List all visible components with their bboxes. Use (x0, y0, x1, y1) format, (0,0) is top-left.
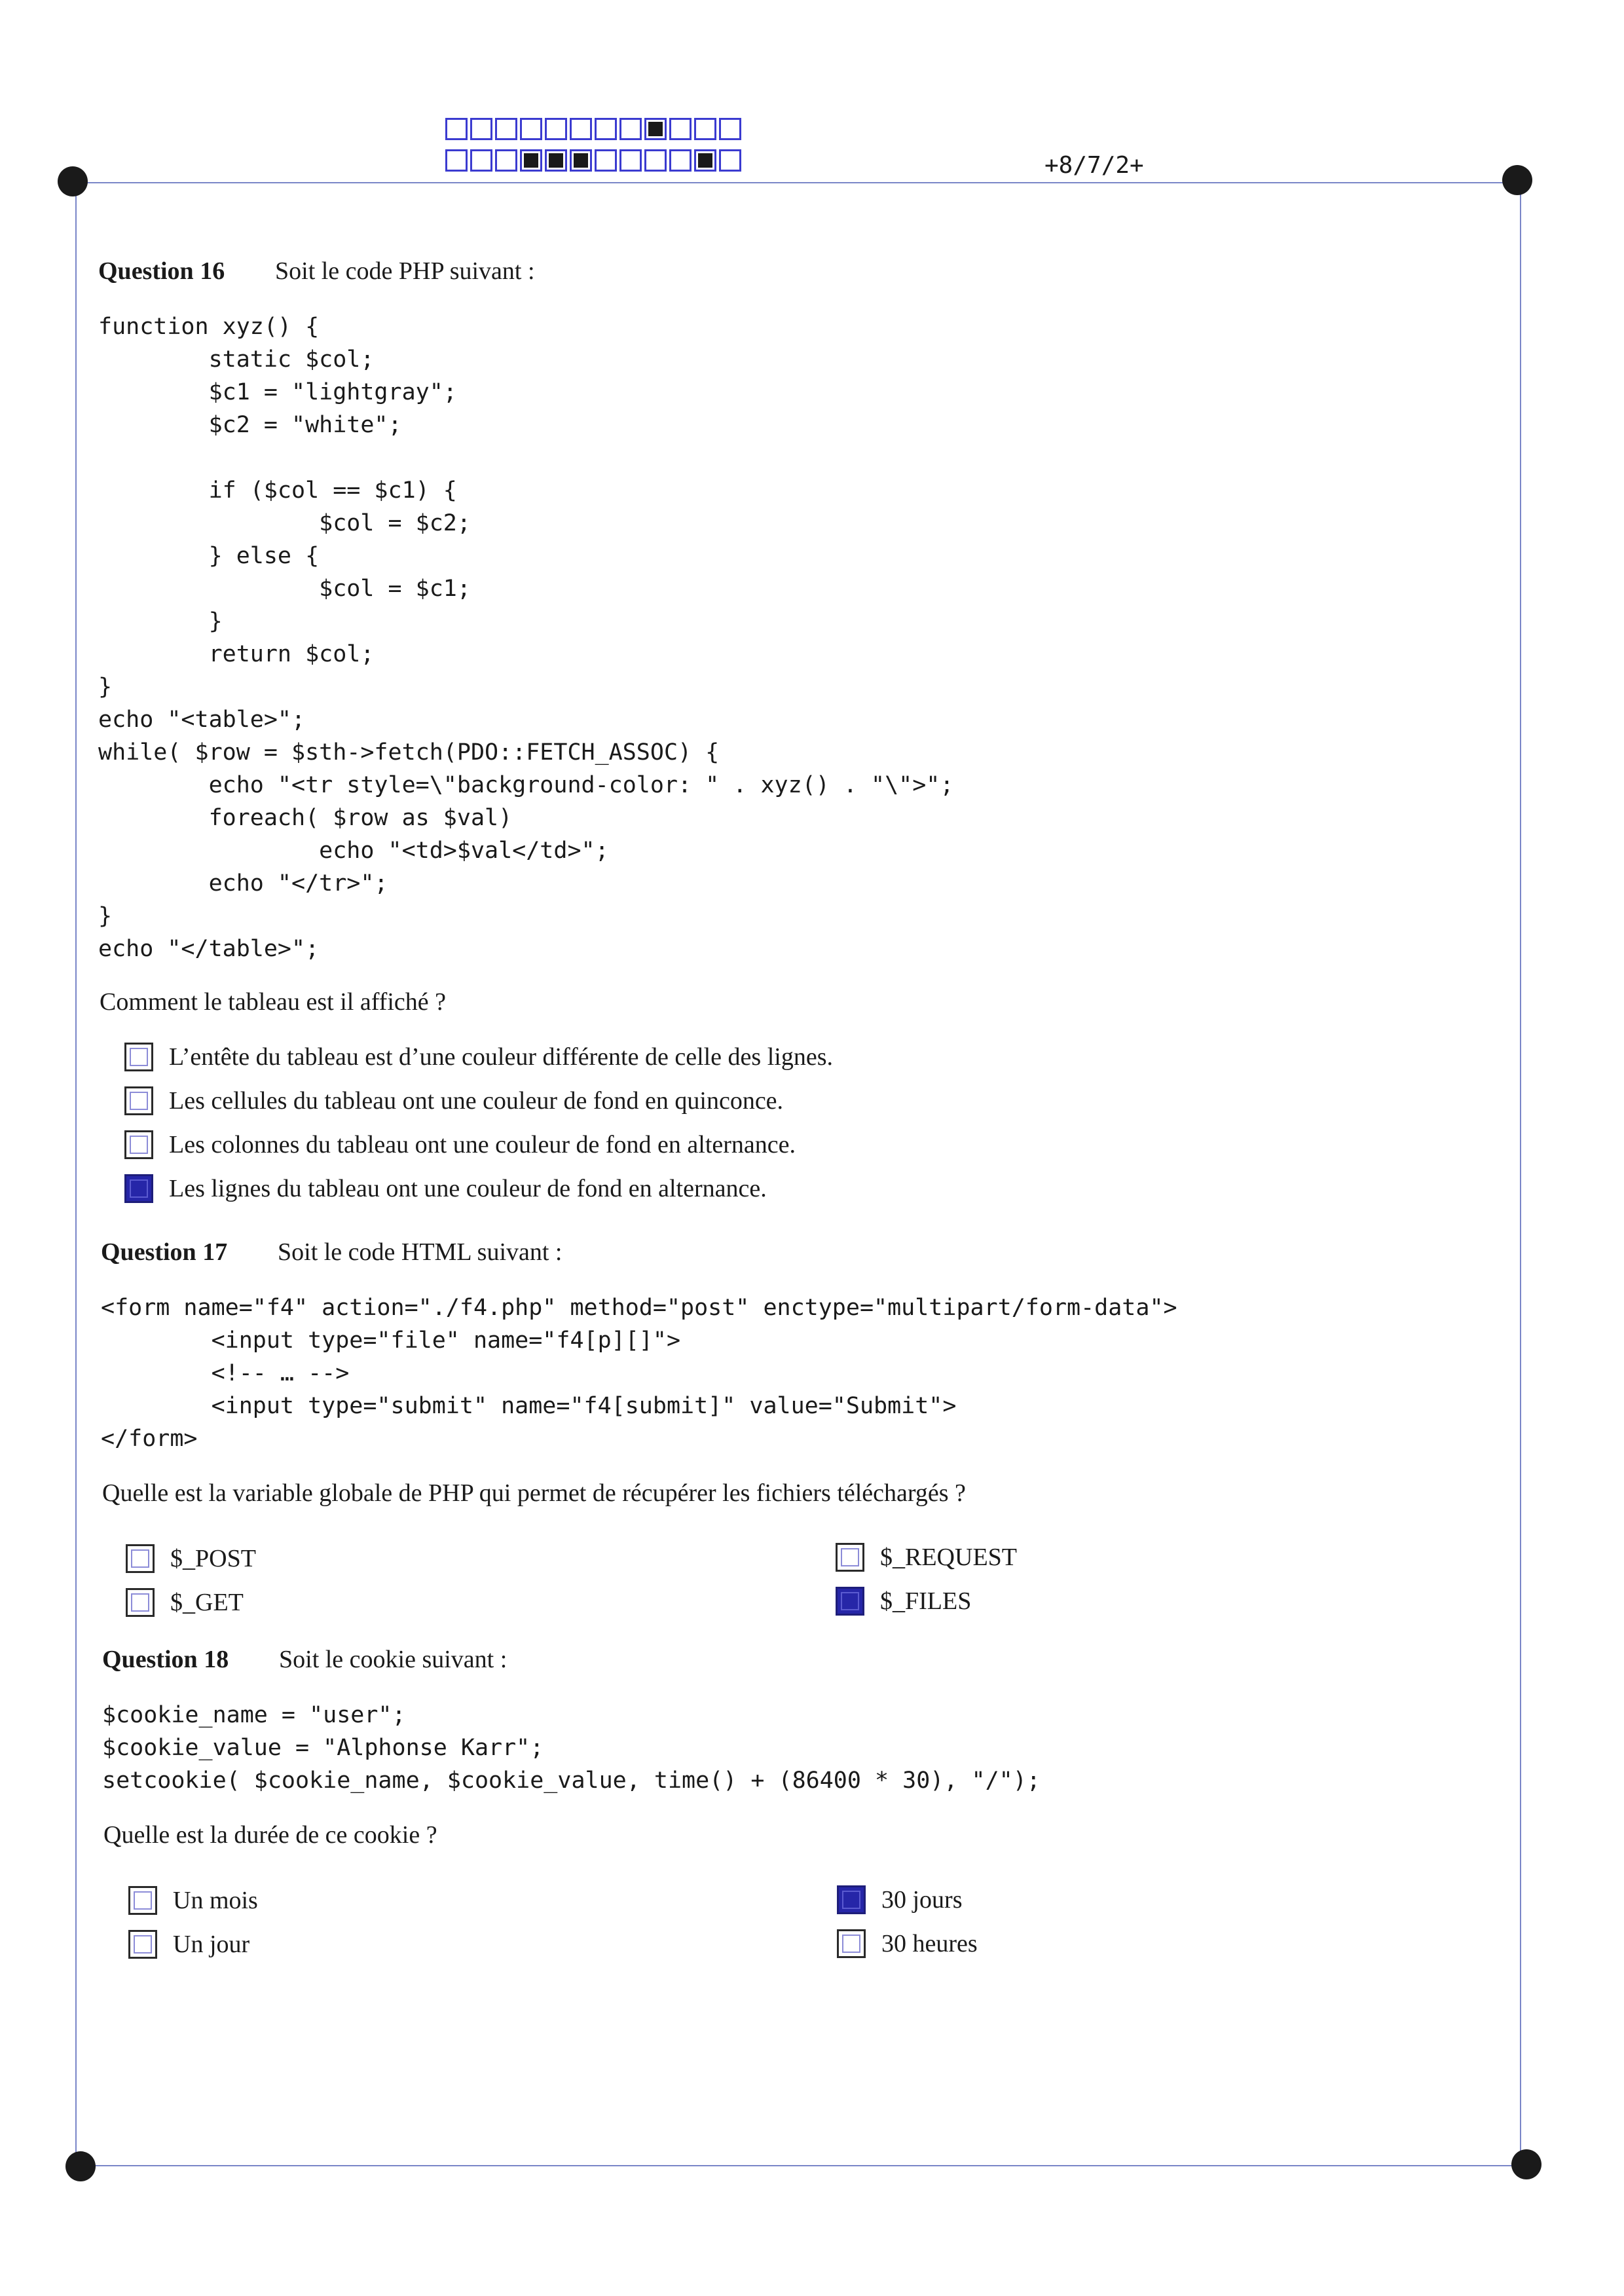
checkbox-checked[interactable] (124, 1174, 153, 1203)
checkbox[interactable] (128, 1930, 157, 1959)
option-label: $_GET (170, 1589, 244, 1616)
id-grid-cell (570, 118, 592, 140)
option-label: 30 jours (881, 1886, 963, 1914)
q16-option-4[interactable] (124, 1174, 767, 1203)
id-grid-cell (495, 118, 517, 140)
question-17-prompt: Quelle est la variable globale de PHP qui permet de récupérer les fichiers téléchargés ? (102, 1479, 966, 1507)
question-16-title (98, 257, 535, 286)
id-grid-cell (644, 149, 667, 172)
question-intro: Soit le cookie suivant : (279, 1646, 507, 1673)
option-label: $_REQUEST (880, 1544, 1017, 1571)
q18-option-30-jours[interactable] (837, 1885, 963, 1914)
option-label: L’entête du tableau est d’une couleur différente de celle des lignes. (169, 1043, 833, 1071)
q16-option-3[interactable] (124, 1130, 796, 1159)
checkbox[interactable] (124, 1043, 153, 1071)
checkbox-checked[interactable] (836, 1587, 864, 1616)
corner-marker-bottom-right (1511, 2149, 1541, 2179)
id-grid-cell (694, 149, 716, 172)
q17-option-request[interactable] (836, 1543, 1017, 1572)
option-label: Les cellules du tableau ont une couleur de fond en quinconce. (169, 1087, 784, 1115)
option-label: Un jour (173, 1931, 250, 1958)
q16-option-2[interactable] (124, 1086, 783, 1115)
id-grid-cell (619, 149, 642, 172)
id-grid-cell (669, 149, 692, 172)
q17-option-post[interactable] (126, 1544, 256, 1573)
id-grid-cell (520, 118, 542, 140)
checkbox[interactable] (124, 1130, 153, 1159)
id-grid-row-2 (445, 149, 744, 172)
id-grid-cell (694, 118, 716, 140)
option-label: Les lignes du tableau ont une couleur de fond en alternance. (169, 1175, 767, 1202)
question-number: Question 17 (101, 1238, 228, 1266)
corner-marker-bottom-left (65, 2151, 96, 2181)
checkbox[interactable] (128, 1886, 157, 1915)
id-grid-cell (595, 118, 617, 140)
question-18-prompt: Quelle est la durée de ce cookie ? (103, 1821, 437, 1849)
checkbox[interactable] (837, 1929, 866, 1958)
corner-marker-top-left (58, 166, 88, 196)
q17-option-get[interactable] (126, 1588, 244, 1617)
question-17-title (101, 1238, 562, 1267)
q18-option-30-heures[interactable] (837, 1929, 978, 1958)
id-grid-cell (495, 149, 517, 172)
id-grid-cell (669, 118, 692, 140)
id-grid-cell (570, 149, 592, 172)
id-grid-cell (545, 118, 567, 140)
id-grid-cell (719, 149, 741, 172)
option-label: 30 heures (881, 1930, 978, 1957)
question-18-code: $cookie_name = "user"; $cookie_value = "Alphonse Karr"; setcookie( $cookie_name, $cookie_value, time() + (86400 * 30), "/"); (102, 1702, 1041, 1794)
question-16-prompt: Comment le tableau est il affiché ? (100, 988, 446, 1016)
checkbox[interactable] (126, 1544, 155, 1573)
id-grid-cell (470, 118, 492, 140)
id-grid-cell (445, 149, 468, 172)
id-grid-cell (445, 118, 468, 140)
checkbox[interactable] (124, 1086, 153, 1115)
option-label: $_FILES (880, 1587, 972, 1615)
q17-option-files[interactable] (836, 1587, 971, 1616)
question-16-code: function xyz() { static $col; $c1 = "lightgray"; $c2 = "white"; if ($col == $c1) { $col = $c2; } else { $col = $c1; } return $col; } echo "<table>"; while( $row = $sth->fetch(PDO::FETCH_ASSOC) { echo "<tr style=\"background-color: " . xyz() . "\">"; foreach( $row as $val) echo "<td>$val</td>"; echo "</tr>"; } echo "</table>"; (98, 314, 954, 962)
q16-option-1[interactable] (124, 1043, 833, 1071)
corner-marker-top-right (1502, 165, 1532, 195)
id-grid-cell (470, 149, 492, 172)
option-label: Un mois (173, 1887, 258, 1914)
id-grid-row-1 (445, 118, 744, 140)
id-grid-cell (719, 118, 741, 140)
q18-option-un-mois[interactable] (128, 1886, 258, 1915)
question-18-title (102, 1645, 507, 1674)
question-17-code: <form name="f4" action="./f4.php" method="post" enctype="multipart/form-data"> <input type="file" name="f4[p][]"> <!-- … --> <input type="submit" name="f4[submit]" value="Submit"> </form> (101, 1295, 1177, 1452)
id-grid-cell (644, 118, 667, 140)
q18-option-un-jour[interactable] (128, 1930, 249, 1959)
checkbox[interactable] (126, 1588, 155, 1617)
question-number: Question 16 (98, 257, 225, 285)
page-id: +8/7/2+ (1044, 152, 1144, 179)
id-grid-cell (595, 149, 617, 172)
id-grid-cell (619, 118, 642, 140)
option-label: $_POST (170, 1545, 256, 1572)
id-grid-cell (545, 149, 567, 172)
option-label: Les colonnes du tableau ont une couleur de fond en alternance. (169, 1131, 796, 1158)
checkbox[interactable] (836, 1543, 864, 1572)
question-intro: Soit le code PHP suivant : (275, 257, 535, 285)
id-grid-cell (520, 149, 542, 172)
question-number: Question 18 (102, 1646, 229, 1673)
checkbox-checked[interactable] (837, 1885, 866, 1914)
question-intro: Soit le code HTML suivant : (278, 1238, 563, 1266)
